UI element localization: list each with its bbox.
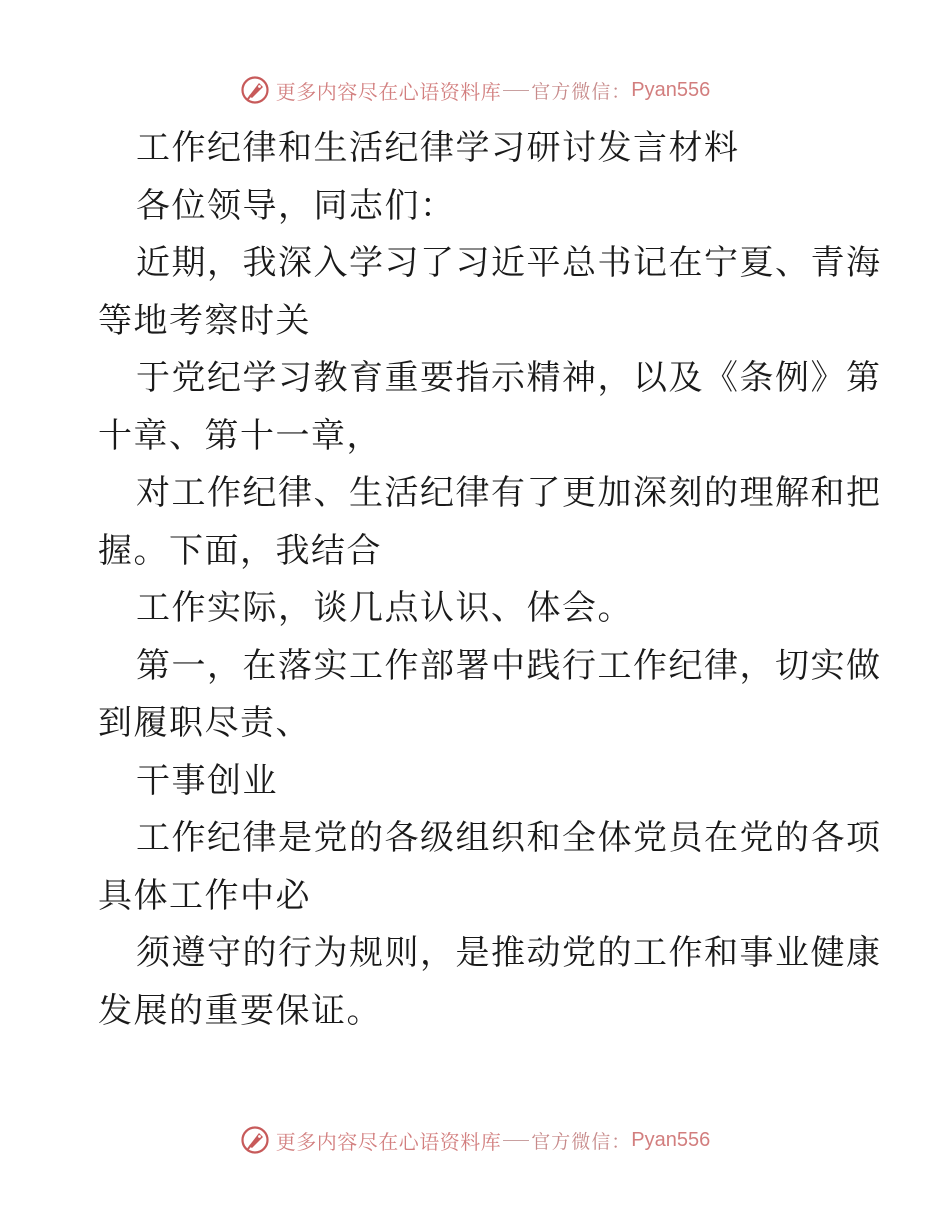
section-heading-line: 干事创业 [136, 760, 278, 801]
watermark-dash [503, 1140, 529, 1141]
section-heading-line: 到履职尽责、 [98, 703, 311, 743]
paragraph-line: 等地考察时关 [98, 300, 311, 341]
paragraph-line: 握。下面，我结合 [98, 530, 382, 571]
section-heading-line: 第一，在落实工作部署中践行工作纪律，切实做 [136, 645, 882, 686]
watermark-dash [503, 90, 529, 91]
watermark-brand: 更多内容尽在心语资料库 [275, 79, 502, 104]
watermark-wechat-label: 官方微信： [531, 80, 632, 103]
paragraph-line: 对工作纪律、生活纪律有了更加深刻的理解和把 [136, 473, 882, 513]
document-title: 工作纪律和生活纪律学习研讨发言材料 [136, 128, 740, 168]
paragraph-line: 工作纪律是党的各级组织和全体党员在党的各项 [136, 818, 882, 858]
paragraph-line: 具体工作中必 [98, 875, 311, 916]
paragraph-line: 近期，我深入学习了习近平总书记在宁夏、青海 [136, 243, 882, 283]
paragraph-line: 十章、第十一章， [98, 415, 382, 456]
header-watermark [0, 70, 950, 110]
paragraph-line: 于党纪学习教育重要指示精神，以及《条例》第 [136, 358, 882, 398]
watermark-brand: 更多内容尽在心语资料库 [275, 1129, 502, 1154]
document-body [98, 120, 882, 1040]
watermark-wechat-id: Pyan556 [631, 78, 711, 101]
paragraph-line: 发展的重要保证。 [98, 990, 382, 1031]
watermark-wechat-label: 官方微信： [531, 1130, 632, 1153]
pen-nib-logo-icon [240, 75, 270, 105]
salutation: 各位领导，同志们： [136, 185, 456, 226]
paragraph-line: 须遵守的行为规则，是推动党的工作和事业健康 [136, 933, 882, 973]
watermark-wechat-id: Pyan556 [631, 1128, 711, 1151]
pen-nib-logo-icon [240, 1125, 270, 1155]
footer-watermark [0, 1120, 950, 1160]
paragraph-line: 工作实际，谈几点认识、体会。 [136, 588, 633, 628]
